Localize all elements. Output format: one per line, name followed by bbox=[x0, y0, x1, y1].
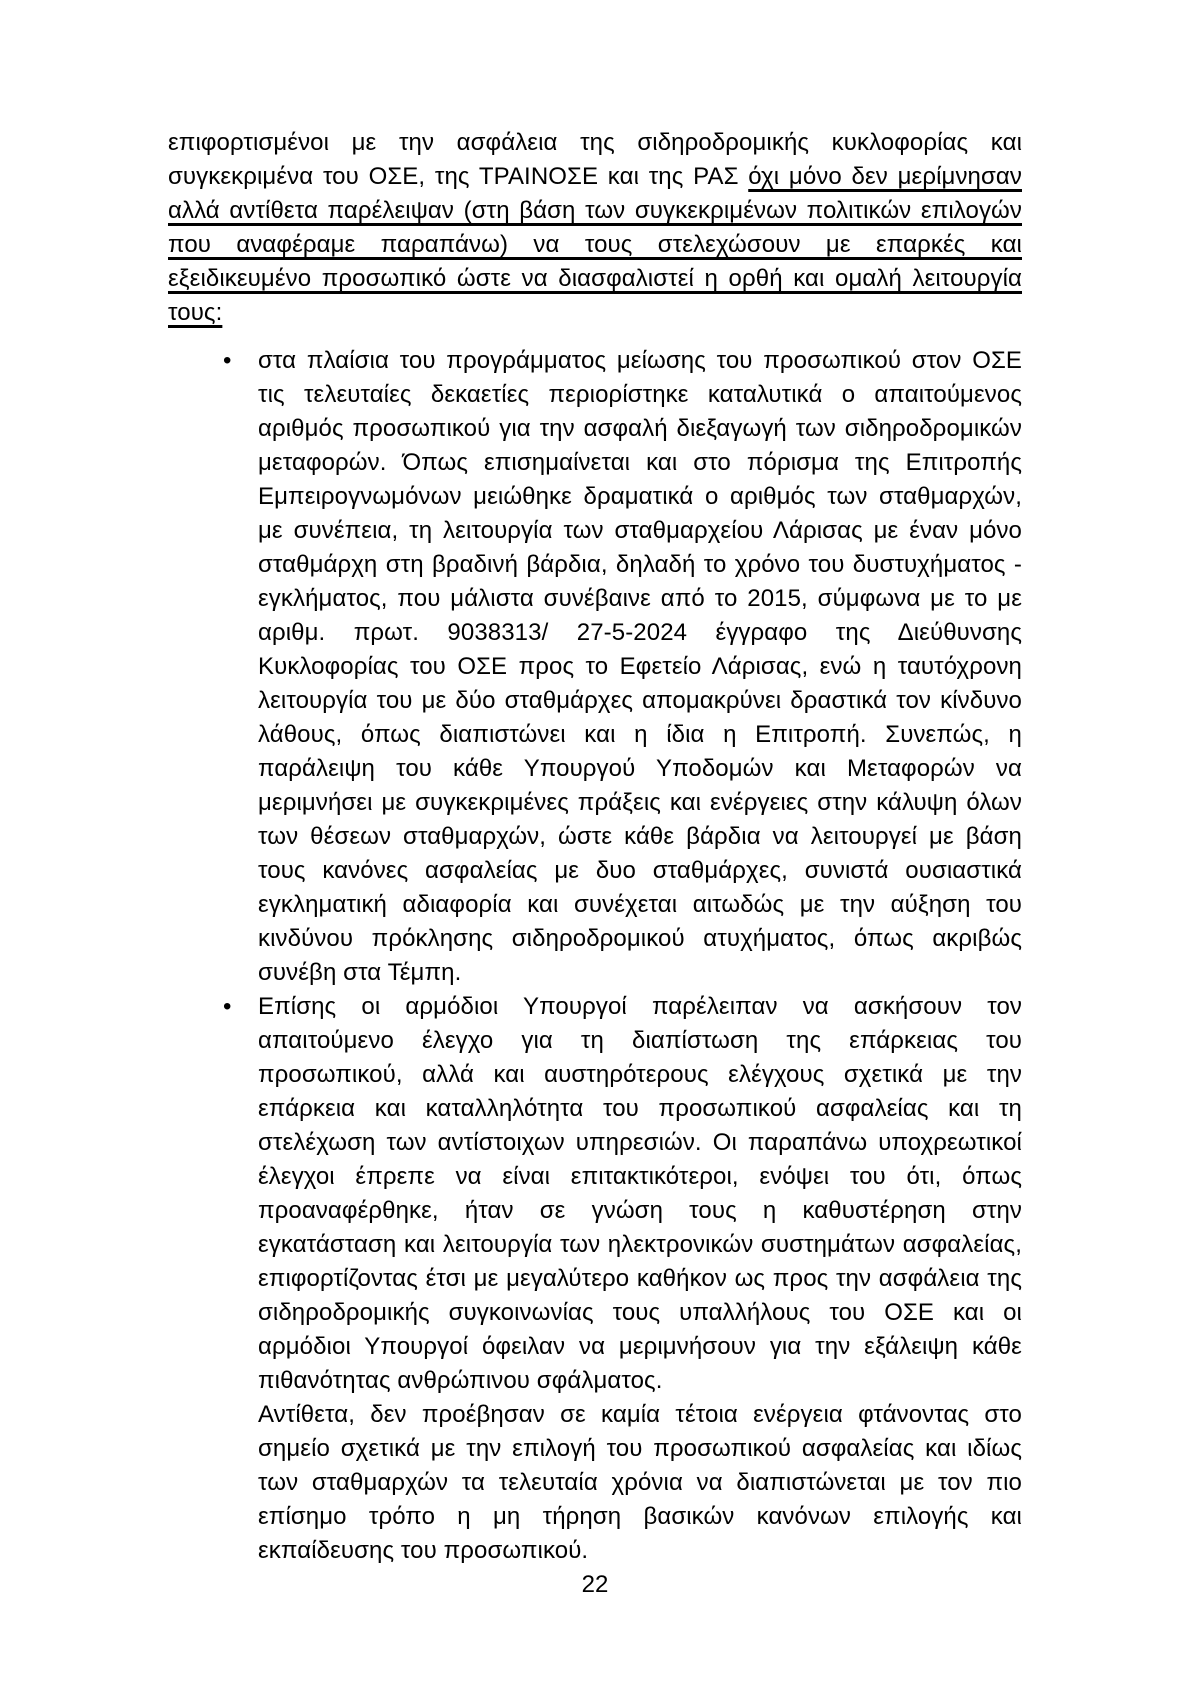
list-item bbox=[168, 990, 1022, 1568]
bullet-icon: • bbox=[223, 993, 232, 1020]
page-footer bbox=[168, 1568, 1022, 1602]
bullet-paragraph: στα πλαίσια του προγράμματος μείωσης του προσωπικού στον ΟΣΕ τις τελευταίες δεκαετίες περιορίστηκε καταλυτικά ο απαιτούμενος αριθμός προσωπικού για την ασφαλή διεξαγωγή των σιδηροδρομικών μεταφορών. Όπως επισημαίνεται και στο πόρισμα της Επιτροπής Εμπειρογνωμόνων μειώθηκε δραματικά ο αριθμός των σταθμαρχών, με συνέπεια, τη λειτουργία των σταθμαρχείου Λάρισας με έναν μόνο σταθμάρχη στη βραδινή βάρδια, δηλαδή το χρόνο του δυστυχήματος - εγκλήματος, που μάλιστα συνέβαινε από το 2015, σύμφωνα με το με αριθμ. πρωτ. 9038313/ 27-5-2024 έγγραφο της Διεύθυνσης Κυκλοφορίας του ΟΣΕ προς το Εφετείο Λάρισας, ενώ η ταυτόχρονη λειτουργία του με δύο σταθμάρχες απομακρύνει δραστικά τον κίνδυνο λάθους, όπως διαπιστώνει και η ίδια η Επιτροπή. Συνεπώς, η παράλειψη του κάθε Υπουργού Υποδομών και Μεταφορών να μεριμνήσει με συγκεκριμένες πράξεις και ενέργειες στην κάλυψη όλων των θέσεων σταθμαρχών, ώστε κάθε βάρδια να λειτουργεί με βάση τους κανόνες ασφαλείας με δυο σταθμάρχες, συνιστά ουσιαστικά εγκληματική αδιαφορία και συνέχεται αιτωδώς με την αύξηση του κινδύνου πρόκλησης σιδηροδρομικού ατυχήματος, όπως ακριβώς συνέβη στα Τέμπη. bbox=[258, 347, 1022, 986]
page-body bbox=[168, 126, 1022, 1602]
list-item bbox=[168, 344, 1022, 990]
intro-paragraph bbox=[168, 126, 1022, 330]
intro-text: επιφορτισμένοι με την ασφάλεια της σιδηροδρομικής κυκλοφορίας και συγκεκριμένα του ΟΣΕ, της ΤΡΑΙΝΟΣΕ και της ΡΑΣ bbox=[168, 129, 1022, 190]
intro-underlined-text: όχι μόνο δεν μερίμνησαν αλλά αντίθετα παρέλειψαν (στη βάση των συγκεκριμένων πολιτικών επιλογών που αναφέραμε παραπάνω) να τους στελεχώσουν με επαρκές και εξειδικευμένο προσωπικό ώστε να διασφαλιστεί η ορθή και ομαλή λειτουργία τους: bbox=[168, 163, 1022, 326]
bullet-icon: • bbox=[223, 347, 232, 374]
bullet-list bbox=[168, 344, 1022, 1568]
page-number: 22 bbox=[581, 1571, 609, 1598]
bullet-paragraph: Επίσης οι αρμόδιοι Υπουργοί παρέλειπαν να ασκήσουν τον απαιτούμενο έλεγχο για τη διαπίστωση της επάρκειας του προσωπικού, αλλά και αυστηρότερους ελέγχους σχετικά με την επάρκεια και καταλληλότητα του προσωπικού ασφαλείας και τη στελέχωση των αντίστοιχων υπηρεσιών. Οι παραπάνω υποχρεωτικοί έλεγχοι έπρεπε να είναι επιτακτικότεροι, ενόψει του ότι, όπως προαναφέρθηκε, ήταν σε γνώση τους η καθυστέρηση στην εγκατάσταση και λειτουργία των ηλεκτρονικών συστημάτων ασφαλείας, επιφορτίζοντας έτσι με μεγαλύτερο καθήκον ως προς την ασφάλεια της σιδηροδρομικής συγκοινωνίας τους υπαλλήλους του ΟΣΕ και οι αρμόδιοι Υπουργοί όφειλαν να μεριμνήσουν για την εξάλειψη κάθε πιθανότητας ανθρώπινου σφάλματος. bbox=[258, 993, 1022, 1394]
bullet-continuation-paragraph: Αντίθετα, δεν προέβησαν σε καμία τέτοια ενέργεια φτάνοντας στο σημείο σχετικά με την επιλογή του προσωπικού ασφαλείας και ιδίως των σταθμαρχών τα τελευταία χρόνια να διαπιστώνεται με τον πιο επίσημο τρόπο η μη τήρηση βασικών κανόνων επιλογής και εκπαίδευσης του προσωπικού. bbox=[258, 1401, 1022, 1564]
